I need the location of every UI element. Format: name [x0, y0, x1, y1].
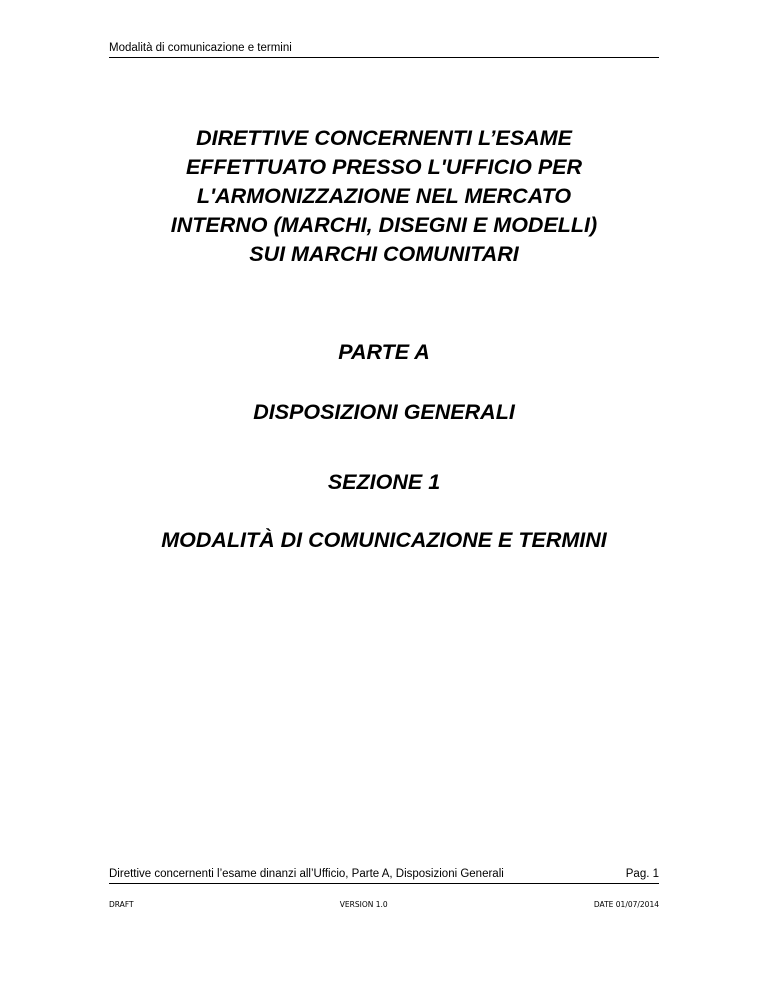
running-footer	[109, 866, 659, 884]
document-title-line: INTERNO (MARCHI, DISEGNI E MODELLI)	[170, 213, 598, 237]
section-heading: SEZIONE 1	[327, 470, 441, 494]
page-number: Pag. 1	[625, 868, 659, 880]
document-title-line: EFFETTUATO PRESSO L'UFFICIO PER	[185, 155, 583, 179]
section-subtitle: MODALITÀ DI COMUNICAZIONE E TERMINI	[161, 528, 607, 552]
document-title	[110, 124, 658, 269]
draft-label: DRAFT	[109, 900, 134, 909]
document-title-line: DIRETTIVE CONCERNENTI L’ESAME	[196, 126, 572, 150]
running-footer-text: Direttive concernenti l’esame dinanzi all’Ufficio, Parte A, Disposizioni Generali	[109, 868, 504, 880]
part-heading: PARTE A	[338, 340, 430, 364]
document-title-line: L'ARMONIZZAZIONE NEL MERCATO	[196, 184, 572, 208]
document-title-line: SUI MARCHI COMUNITARI	[249, 242, 519, 266]
running-header-title: Modalità di comunicazione e termini	[109, 42, 292, 54]
part-subtitle: DISPOSIZIONI GENERALI	[253, 400, 515, 424]
date-label: DATE 01/07/2014	[593, 900, 659, 909]
footer-meta	[109, 900, 659, 910]
version-label: VERSION 1.0	[339, 900, 388, 909]
running-header	[109, 40, 659, 58]
